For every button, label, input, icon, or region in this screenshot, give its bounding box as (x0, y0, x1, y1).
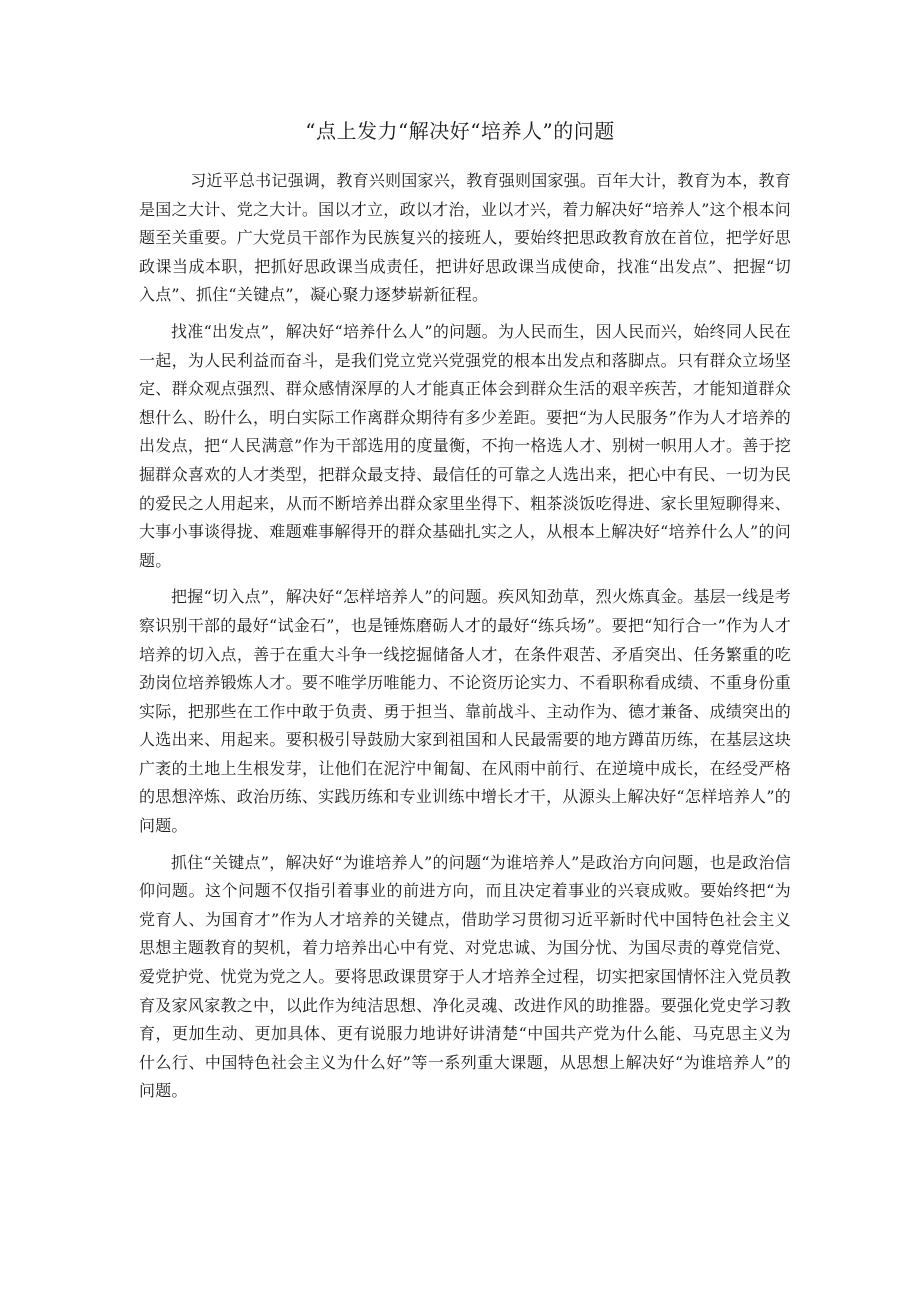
document-title: “点上发力“解决好“培养人”的问题 (305, 119, 615, 143)
paragraph-entry-point: 把握“切入点”，解决好“怎样培养人”的问题。疾风知劲草，烈火炼真金。基层一线是考察识别干部的最好“试金石”，也是锤炼磨砺人才的最好“练兵场”。要把“知行合一”作为人才培养的切入点，善于在重大斗争一线挖掘储备人才，在条件艰苦、矛盾突出、任务繁重的吃劲岗位培养锻炼人才。要不唯学历唯能力、不论资历论实力、不看职称看成绩、不重身份重实际，把那些在工作中敢于负责、勇于担当、靠前战斗、主动作为、德才兼备、成绩突出的人选出来、用起来。要积极引导鼓励大家到祖国和人民最需要的地方蹲苗历练，在基层这块广袤的土地上生根发芽，让他们在泥泞中匍匐、在风雨中前行、在逆境中成长，在经受严格的思想淬炼、政治历练、实践历练和专业训练中增长才干，从源头上解决好“怎样培养人”的问题。 (139, 587, 791, 836)
paragraph-key-point: 抓住“关键点”，解决好“为谁培养人”的问题“为谁培养人”是政治方向问题，也是政治信仰问题。这个问题不仅指引着事业的前进方向，而且决定着事业的兴衰成败。要始终把“为党育人、为国育才”作为人才培养的关键点，借助学习贯彻习近平新时代中国特色社会主义思想主题教育的契机，着力培养出心中有党、对党忠诚、为国分忧、为国尽责的尊党信党、爱党护党、忧党为党之人。要将思政课贯穿于人才培养全过程，切实把家国情怀注入党员教育及家风家教之中，以此作为纯洁思想、净化灵魂、改进作风的助推器。要强化党史学习教育，更加生动、更加具体、更有说服力地讲好讲清楚“中国共产党为什么能、马克思主义为什么行、中国特色社会主义为什么好”等一系列重大课题，从思想上解决好“为谁培养人”的问题。 (139, 852, 791, 1101)
paragraph-starting-point: 找准“出发点”，解决好“培养什么人”的问题。为人民而生，因人民而兴，始终同人民在一起，为人民利益而奋斗，是我们党立党兴党强党的根本出发点和落脚点。只有群众立场坚定、群众观点强烈、群众感情深厚的人才能真正体会到群众生活的艰辛疾苦，才能知道群众想什么、盼什么，明白实际工作离群众期待有多少差距。要把“为人民服务”作为人才培养的出发点，把“人民满意”作为干部选用的度量衡，不拘一格选人才、别树一帜用人才。善于挖掘群众喜欢的人才类型，把群众最支持、最信任的可靠之人选出来，把心中有民、一切为民的爱民之人用起来，从而不断培养出群众家里坐得下、粗茶淡饭吃得进、家长里短聊得来、大事小事谈得拢、难题难事解得开的群众基础扎实之人，从根本上解决好“培养什么人”的问题。 (139, 321, 791, 570)
paragraph-intro: 习近平总书记强调，教育兴则国家兴，教育强则国家强。百年大计，教育为本，教育是国之大计、党之大计。国以才立，政以才治，业以才兴，着力解决好“培养人”这个根本问题至关重要。广大党员干部作为民族复兴的接班人，要始终把思政教育放在首位，把学好思政课当成本职，把抓好思政课当成责任，把讲好思政课当成使命，找准“出发点”、把握“切入点”、抓住“关键点”，凝心聚力逐梦崭新征程。 (139, 171, 791, 305)
document-body (139, 167, 791, 1114)
